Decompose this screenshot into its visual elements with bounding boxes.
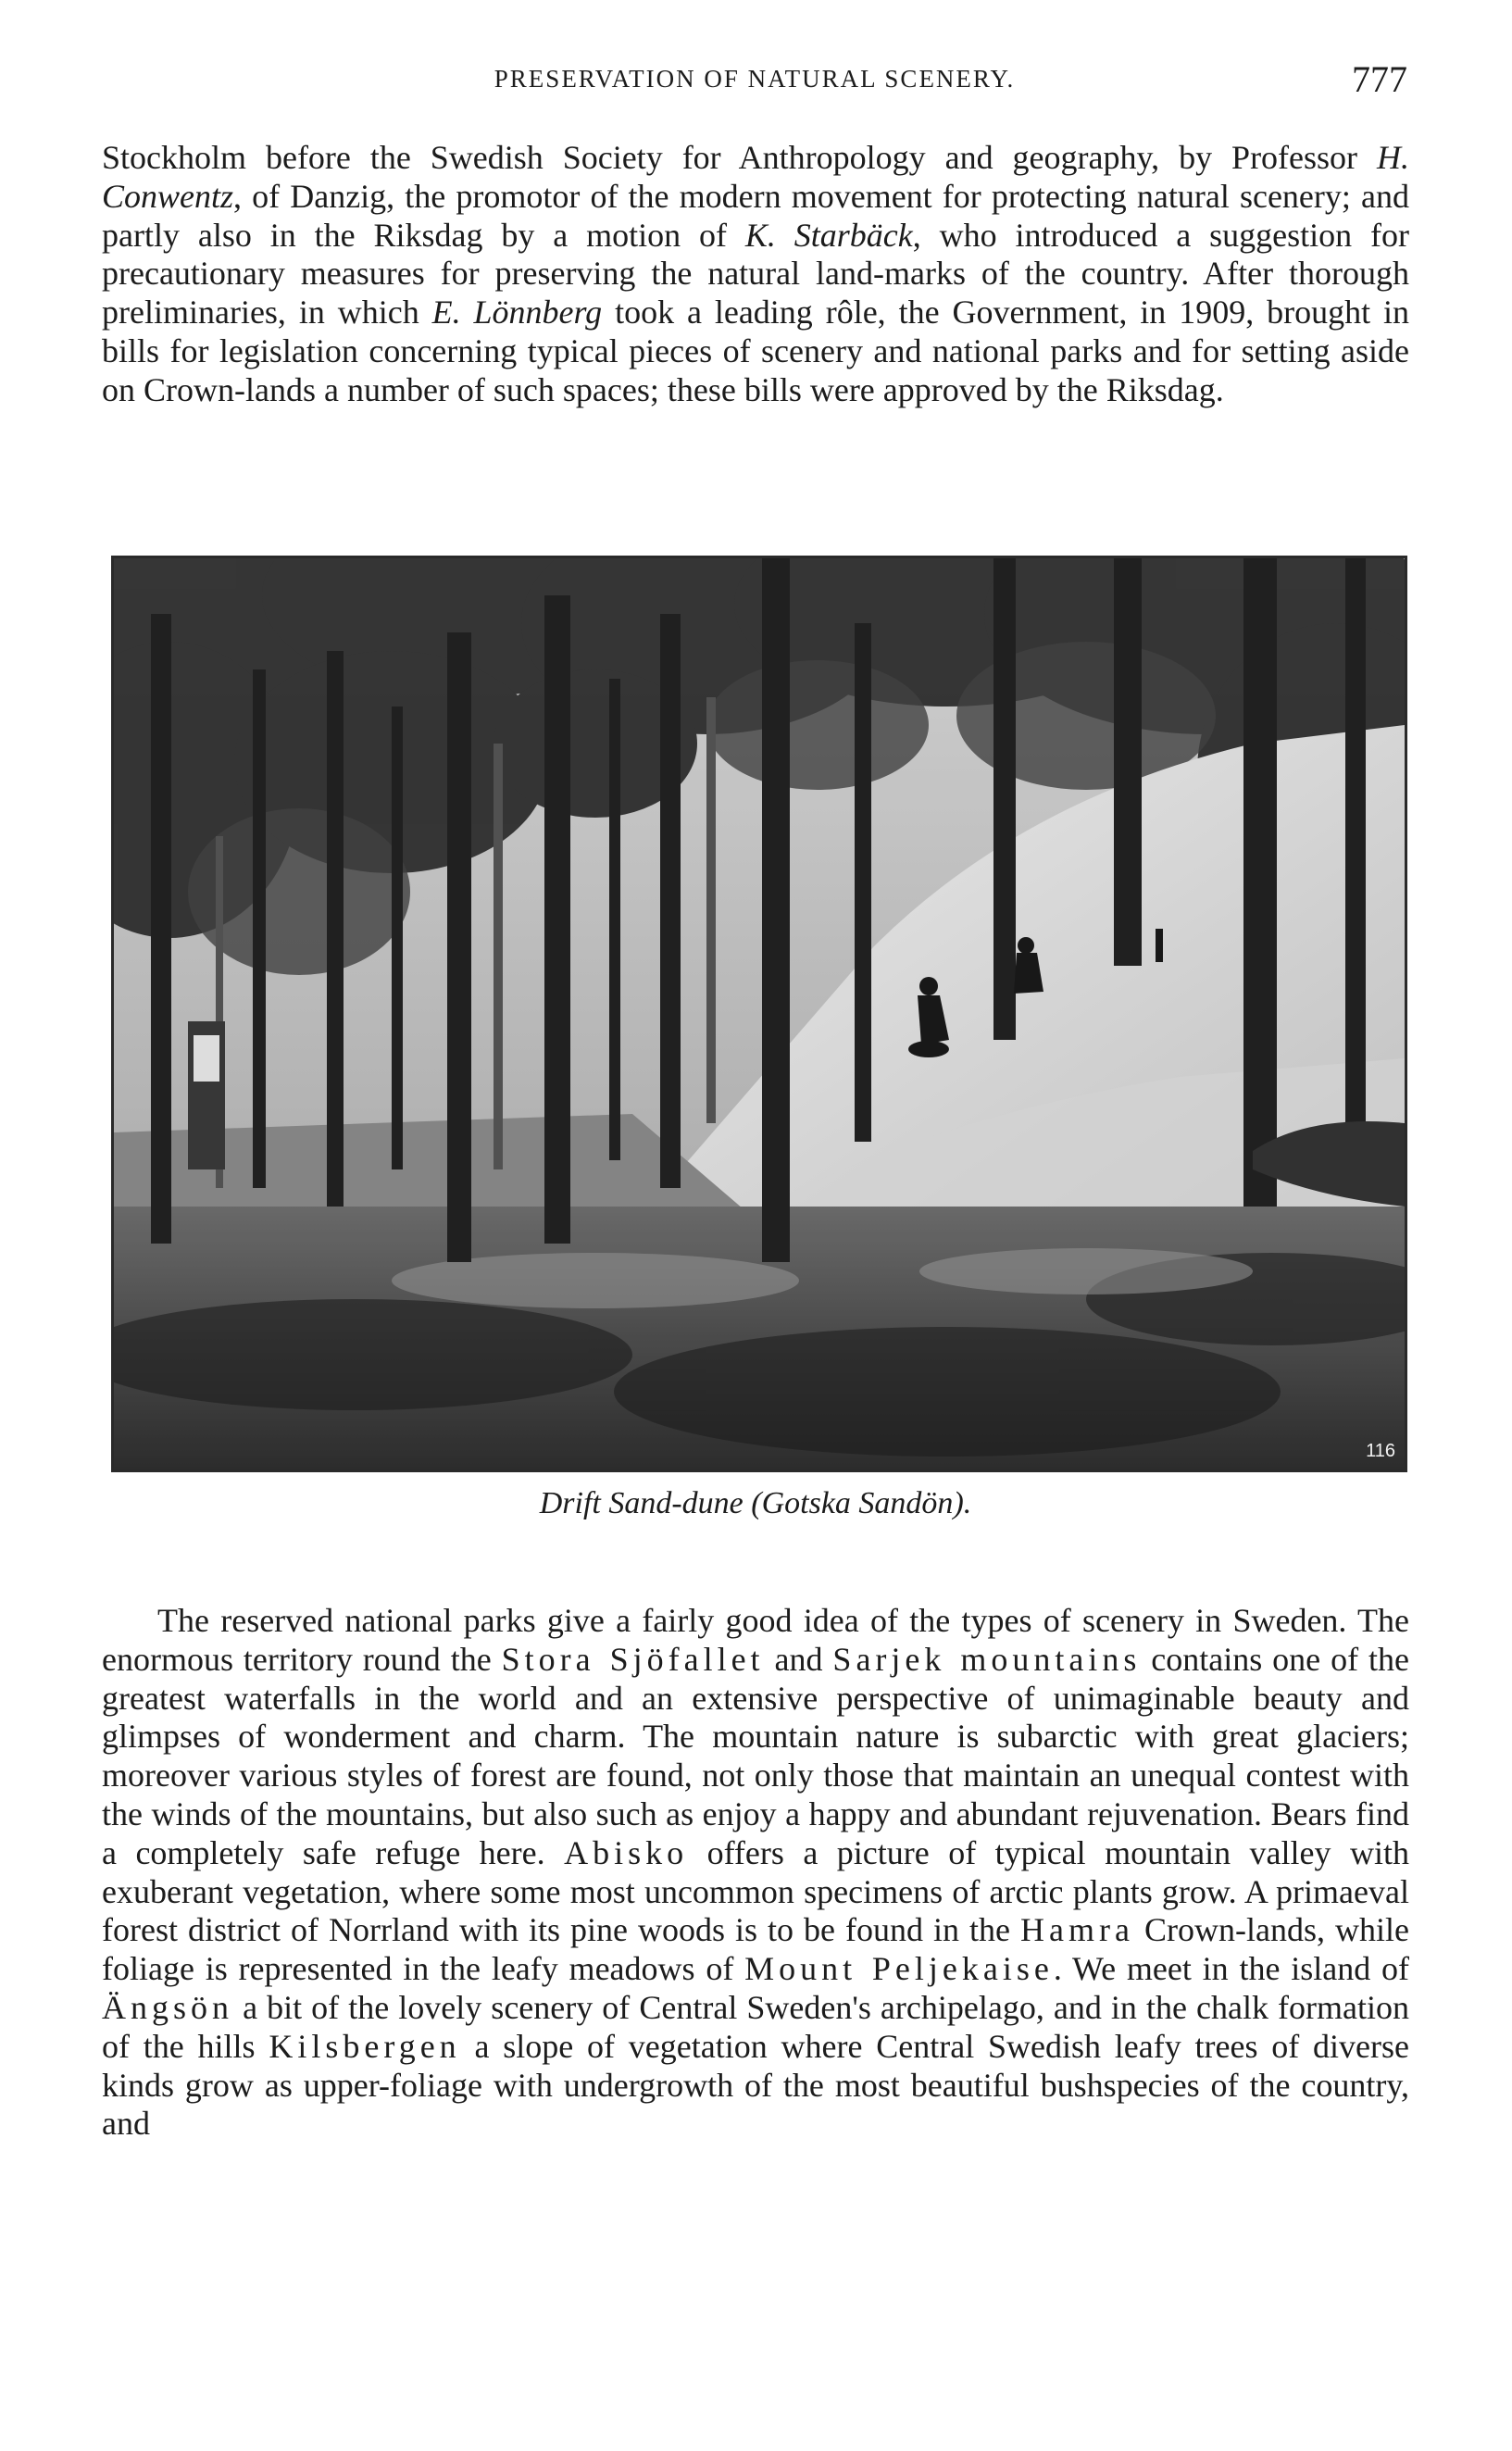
text-run: Crown-lands, while foliage is represented in the leafy meadows of [102,1911,1409,1988]
plate-number: 116 [1366,1441,1395,1461]
caption-close: ). [953,1486,972,1520]
caption-place: Gotska Sandön [761,1486,954,1520]
photo-illustration [114,558,1405,1469]
text-run: offers a picture of typical mountain valley with exuberant vegetation, where some most uncommon specimens of arctic plants grow. A primaeval forest district of Norrland with its pine woods is to be found in the [102,1833,1409,1949]
name-lonnberg: E. Lönnberg [431,294,603,331]
text-run: . We meet in the island of [1053,1950,1409,1988]
text-run: Stockholm before the Swedish Society for Anthropology and geography, by Professor [102,139,1377,176]
figure-caption [102,1486,1409,1521]
place-peljekaise: Mount Peljekaise [744,1950,1054,1988]
caption-paren: ( [751,1486,762,1520]
place-stora-sjofallet: Stora Sjöfallet [501,1640,765,1678]
text-run: and [764,1640,833,1678]
running-title: PRESERVATION OF NATURAL SCENERY. [494,65,1016,93]
place-sarjek: Sarjek mountains [832,1640,1142,1678]
photograph-sand-dune [111,556,1407,1472]
place-abisko: Abisko [564,1833,689,1871]
running-head [102,57,1407,104]
text-run: , of Danzig, the promotor of the modern movement for protecting natural scenery; and partly also in the Riksdag by a motion of [102,177,1409,254]
paragraph-national-parks [102,1602,1409,2144]
text-run: a slope of vegetation where Central Swedish leafy trees of diverse kinds grow as upper-foliage with undergrowth of the most beautiful bushspecies of the country, and [102,2027,1410,2143]
text-run: , who introduced a suggestion for precautionary measures for preserving the natural land-marks of the country. After thorough preliminaries, in which [102,216,1410,331]
text-run: a bit of the lovely scenery of Central Sweden's archipelago, and in the chalk formation of the hills [102,1988,1409,2065]
paragraph-intro [102,139,1409,410]
text-run: took a leading rôle, the Government, in 1909, brought in bills for legislation concerning typical pieces of scenery and national parks and for setting aside on Crown-lands a number of such spaces; these bills were approved by the Riksdag. [102,294,1409,408]
text-run: The reserved national parks give a fairly good idea of the types of scenery in Sweden. The enormous territory round the [102,1602,1409,1678]
place-angson: Ängsön [102,1988,234,2026]
name-starback: K. Starbäck [744,216,913,254]
place-hamra: Hamra [1020,1911,1134,1949]
caption-title: Drift Sand-dune [539,1486,744,1520]
page-number: 777 [1352,58,1407,100]
place-kilsbergen: Kilsbergen [269,2027,461,2065]
name-conwentz: H. Conwentz [102,139,1409,215]
text-run: contains one of the greatest waterfalls in the world and an extensive perspective of unimaginable beauty and glimpses of wonderment and charm. The mountain nature is subarctic with great glaciers; moreover various styles of forest are found, not only those that maintain an unequal contest with the winds of the mountains, but also such as enjoy a happy and abundant rejuvenation. Bears find a completely safe refuge here. [102,1640,1409,1871]
